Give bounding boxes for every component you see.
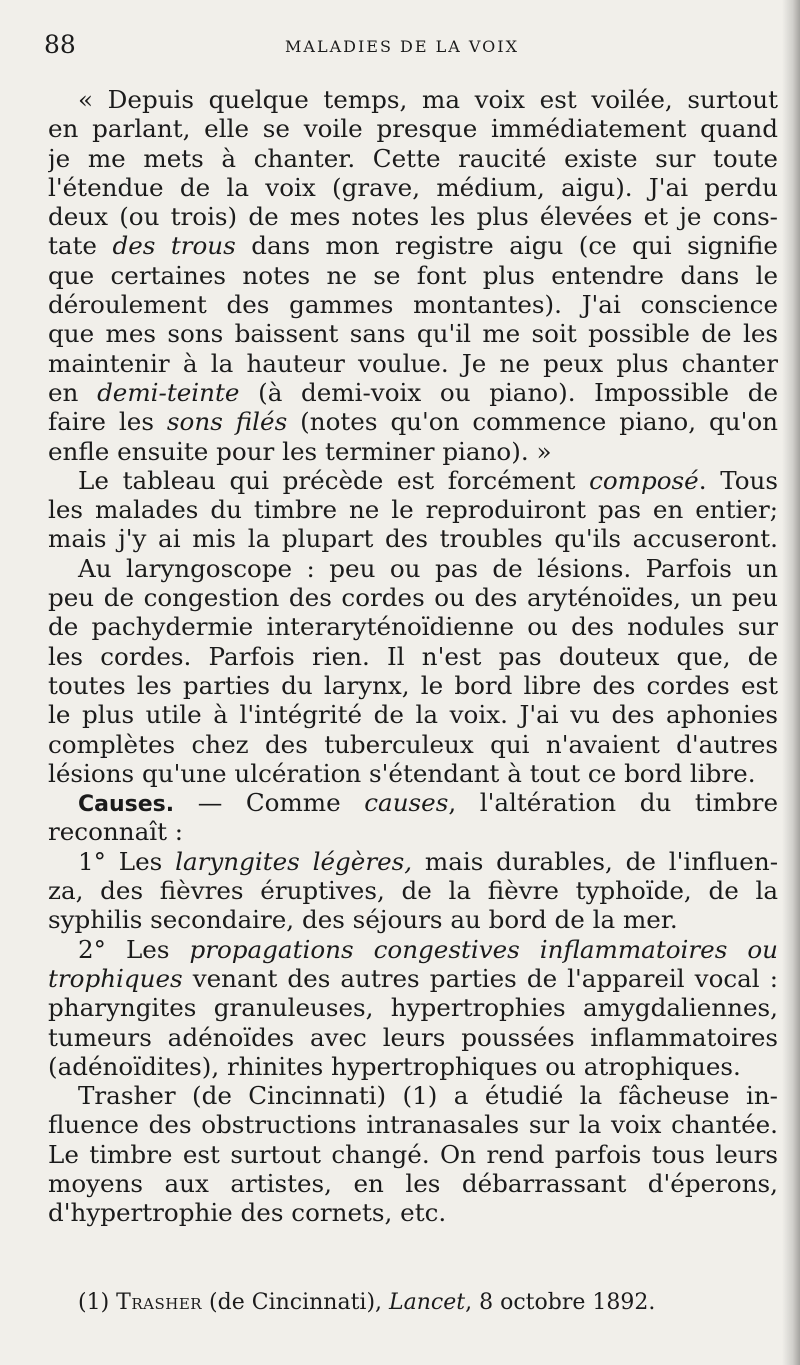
italic-text: laryngites légères, <box>175 846 413 876</box>
italic-text: Lancet <box>389 1290 466 1315</box>
text-segment: toutes les parties du larynx, le bord libre des cordes est <box>48 670 778 700</box>
text-segment: tate <box>48 231 113 261</box>
text-line <box>48 231 778 260</box>
text-segment: peu de congestion des cordes ou des aryténoïdes, un peu <box>48 583 778 613</box>
text-segment: complètes chez des tuberculeux qui n'avaient d'autres <box>48 729 778 759</box>
text-line <box>48 642 778 671</box>
text-line <box>48 495 778 524</box>
text-segment: les cordes. Parfois rien. Il n'est pas douteux que, de <box>48 641 778 671</box>
text-line <box>48 1081 778 1110</box>
text-line <box>48 290 778 319</box>
text-line <box>48 378 778 407</box>
text-line <box>48 1052 778 1081</box>
footnote <box>78 1290 655 1315</box>
text-line <box>48 1023 778 1052</box>
text-segment: en <box>48 377 98 407</box>
text-segment: moyens aux artistes, en les débarrassant d'éperons, <box>48 1168 778 1198</box>
italic-text: sons filés <box>166 407 288 437</box>
text-line <box>48 612 778 641</box>
text-line <box>48 700 778 729</box>
text-segment: (notes qu'on commence piano, qu'on <box>287 407 778 437</box>
text-segment: 2° Les <box>78 934 190 964</box>
text-segment: 1° Les <box>78 846 176 876</box>
text-line <box>48 905 778 934</box>
text-segment: de pachydermie interaryténoïdienne ou des nodules sur <box>48 612 778 642</box>
text-line <box>48 144 778 173</box>
text-segment: pharyngites granuleuses, hypertrophies amygdaliennes, <box>48 993 778 1023</box>
text-segment: maintenir à la hauteur voulue. Je ne peux plus chanter <box>48 348 778 378</box>
text-segment: dans mon registre aigu (ce qui signifie <box>235 231 778 261</box>
text-segment: je me mets à chanter. Cette raucité existe sur toute <box>48 143 778 173</box>
running-title: MALADIES DE LA VOIX <box>285 37 519 56</box>
italic-text: composé <box>589 465 699 495</box>
section-heading: Causes. <box>78 792 175 818</box>
text-segment: fluence des obstructions intranasales sur la voix chantée. <box>48 1110 778 1140</box>
text-line <box>48 173 778 202</box>
text-segment: Trasher (de Cincinnati) (1) a étudié la fâcheuse in- <box>78 1081 778 1111</box>
text-segment: mais durables, de l'influen- <box>412 846 778 876</box>
text-segment: les malades du timbre ne le reproduiront pas en entier; <box>48 495 778 525</box>
text-segment: (à demi-voix ou piano). Impossible de <box>239 377 778 407</box>
text-segment: syphilis secondaire, des séjours au bord de la mer. <box>48 905 678 935</box>
text-segment: reconnaît : <box>48 817 184 847</box>
body-text <box>48 85 778 1228</box>
text-segment: le plus utile à l'intégrité de la voix. J'ai vu des aphonies <box>48 700 778 730</box>
italic-text: propagations congestives inflammatoires ou <box>189 934 778 964</box>
text-line <box>48 788 778 817</box>
text-segment: . Tous <box>698 465 778 495</box>
text-line <box>48 407 778 436</box>
text-segment: en parlant, elle se voile presque immédiatement quand <box>48 114 778 144</box>
text-segment: venant des autres parties de l'appareil vocal : <box>182 963 778 993</box>
text-line <box>48 817 778 846</box>
text-line <box>48 437 778 466</box>
text-segment: (adénoïdites), rhinites hypertrophiques ou atrophiques. <box>48 1051 741 1081</box>
text-line <box>48 935 778 964</box>
text-line <box>48 964 778 993</box>
text-line <box>48 1169 778 1198</box>
text-line <box>48 671 778 700</box>
text-segment: deux (ou trois) de mes notes les plus élevées et je cons- <box>48 202 778 232</box>
text-line <box>48 114 778 143</box>
text-line <box>48 993 778 1022</box>
text-segment: mais j'y ai mis la plupart des troubles qu'ils accuseront. <box>48 524 778 554</box>
text-line <box>48 847 778 876</box>
text-segment: déroulement des gammes montantes). J'ai conscience <box>48 290 778 320</box>
text-segment: tumeurs adénoïdes avec leurs poussées inflammatoires <box>48 1022 778 1052</box>
text-line <box>48 583 778 612</box>
text-segment: (de Cincinnati), <box>202 1290 390 1315</box>
text-segment: Le tableau qui précède est forcément <box>78 465 590 495</box>
text-line <box>48 1140 778 1169</box>
italic-text: causes <box>364 788 449 818</box>
text-segment: faire les <box>48 407 167 437</box>
text-segment: « Depuis quelque temps, ma voix est voilée, surtout <box>78 85 778 114</box>
text-line <box>48 759 778 788</box>
text-line <box>48 202 778 231</box>
italic-text: trophiques <box>48 963 183 993</box>
text-line <box>48 1198 778 1227</box>
text-segment: (1) <box>78 1290 117 1315</box>
text-segment: , l'altération du timbre <box>448 788 778 818</box>
text-segment: d'hypertrophie des cornets, etc. <box>48 1198 447 1228</box>
text-segment: l'étendue de la voix (grave, médium, aigu). J'ai perdu <box>48 172 778 202</box>
text-line <box>48 349 778 378</box>
text-line <box>48 730 778 759</box>
text-line <box>48 524 778 553</box>
text-line <box>48 876 778 905</box>
text-segment: lésions qu'une ulcération s'étendant à tout ce bord libre. <box>48 758 756 788</box>
page-edge-shadow <box>782 0 800 1365</box>
text-segment: Trasher <box>116 1290 203 1315</box>
page-number: 88 <box>44 30 76 59</box>
text-line <box>48 319 778 348</box>
text-line <box>48 466 778 495</box>
text-line <box>48 1110 778 1139</box>
text-segment: — Comme <box>174 788 365 818</box>
italic-text: demi-teinte <box>97 377 240 407</box>
text-segment: que certaines notes ne se font plus entendre dans le <box>48 260 778 290</box>
page-header <box>44 30 760 64</box>
text-segment: que mes sons baissent sans qu'il me soit possible de les <box>48 319 778 349</box>
text-segment: za, des fièvres éruptives, de la fièvre typhoïde, de la <box>48 876 778 906</box>
text-segment: Au laryngoscope : peu ou pas de lésions. Parfois un <box>78 553 778 583</box>
text-line <box>48 554 778 583</box>
text-segment: enfle ensuite pour les terminer piano). » <box>48 436 552 466</box>
text-segment: , 8 octobre 1892. <box>465 1290 656 1315</box>
text-line <box>48 85 778 114</box>
text-line <box>48 261 778 290</box>
italic-text: des trous <box>112 231 236 261</box>
text-segment: Le timbre est surtout changé. On rend parfois tous leurs <box>48 1139 778 1169</box>
